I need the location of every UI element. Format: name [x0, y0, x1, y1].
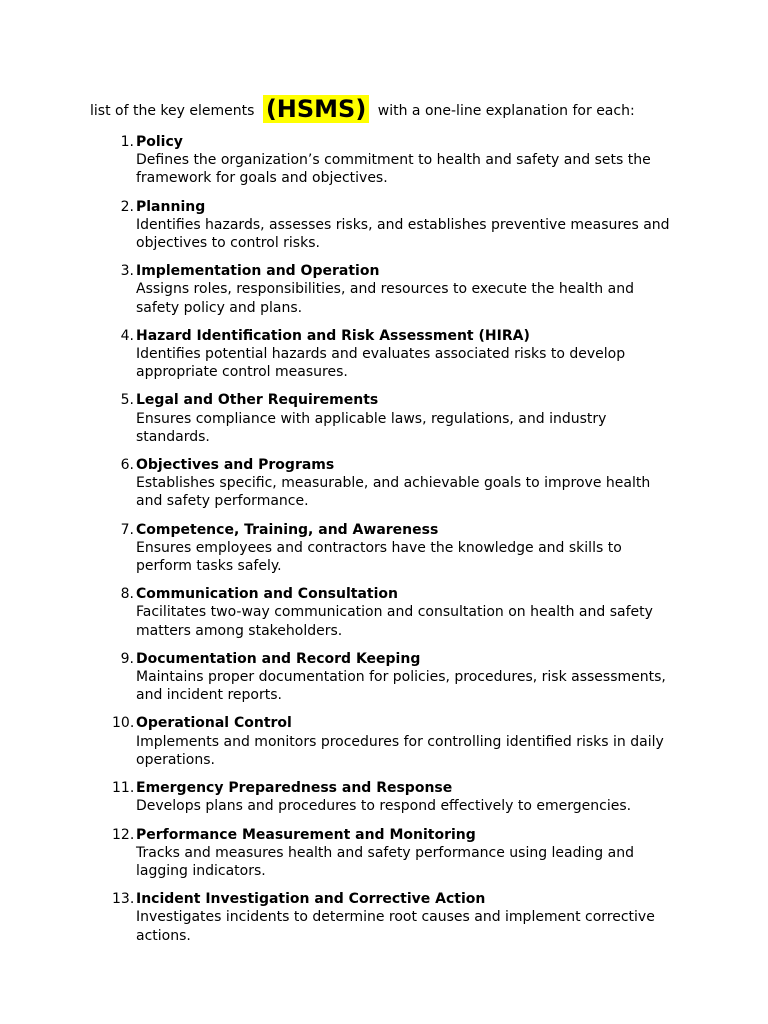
item-description: Facilitates two-way communication and consultation on health and safety matters among stakeholders. — [136, 604, 653, 639]
item-title: Legal and Other Requirements — [136, 392, 379, 409]
item-description: Implements and monitors procedures for controlling identified risks in daily operations. — [136, 733, 664, 768]
item-description: Defines the organization’s commitment to health and safety and sets the framework for goals and objectives. — [136, 152, 651, 187]
item-title: Performance Measurement and Monitoring — [136, 826, 476, 843]
item-number: 9. — [120, 650, 134, 667]
item-title: Communication and Consultation — [136, 586, 398, 603]
item-description: Identifies potential hazards and evaluates associated risks to develop appropriate control measures. — [136, 346, 626, 381]
list-item — [0, 327, 768, 382]
item-description: Identifies hazards, assesses risks, and establishes preventive measures and objectives to control risks. — [136, 216, 670, 252]
key-elements-list — [0, 133, 768, 955]
item-description: Investigates incidents to determine root causes and implement corrective actions. — [136, 909, 655, 944]
intro-line — [90, 95, 635, 123]
list-item — [0, 826, 768, 881]
list-item — [0, 521, 768, 576]
list-item — [0, 133, 768, 188]
list-item — [0, 714, 768, 769]
item-description: Assigns roles, responsibilities, and resources to execute the health and safety policy and plans. — [136, 281, 634, 316]
item-number: 8. — [120, 586, 134, 603]
intro-text-after: with a one-line explanation for each: — [377, 103, 635, 119]
item-title: Planning — [136, 198, 206, 215]
hsms-highlight: (HSMS) — [263, 95, 369, 123]
item-description: Ensures compliance with applicable laws, regulations, and industry standards. — [136, 410, 607, 445]
item-title: Hazard Identification and Risk Assessment (HIRA) — [136, 327, 530, 344]
item-title: Incident Investigation and Corrective Action — [136, 891, 486, 908]
item-title: Policy — [136, 134, 183, 150]
item-title: Implementation and Operation — [136, 263, 380, 280]
item-number: 10. — [112, 715, 135, 732]
item-number: 2. — [120, 198, 134, 215]
list-item — [0, 262, 768, 317]
item-title: Emergency Preparedness and Response — [136, 780, 453, 797]
item-number: 1. — [120, 134, 134, 150]
item-description: Maintains proper documentation for policies, procedures, risk assessments, and incident reports. — [136, 669, 666, 704]
item-title: Operational Control — [136, 715, 292, 732]
item-number: 12. — [112, 826, 135, 843]
item-number: 11. — [112, 780, 135, 797]
list-item — [0, 198, 768, 253]
item-description: Ensures employees and contractors have the knowledge and skills to perform tasks safely. — [136, 539, 622, 575]
list-item — [0, 890, 768, 945]
item-description: Develops plans and procedures to respond effectively to emergencies. — [136, 798, 632, 815]
list-item — [0, 779, 768, 815]
item-number: 13. — [112, 891, 135, 908]
list-item — [0, 585, 768, 640]
item-number: 4. — [120, 327, 134, 344]
item-description: Establishes specific, measurable, and achievable goals to improve health and safety performance. — [136, 475, 651, 510]
intro-text-before: list of the key elements — [90, 103, 255, 119]
item-description: Tracks and measures health and safety performance using leading and lagging indicators. — [136, 844, 634, 879]
item-title: Documentation and Record Keeping — [136, 650, 421, 667]
list-item — [0, 456, 768, 511]
item-number: 3. — [120, 263, 134, 280]
list-item — [0, 391, 768, 446]
item-number: 6. — [120, 457, 134, 474]
item-number: 5. — [120, 392, 134, 409]
item-title: Competence, Training, and Awareness — [136, 521, 439, 538]
list-item — [0, 650, 768, 705]
item-title: Objectives and Programs — [136, 457, 335, 474]
item-number: 7. — [120, 521, 134, 538]
